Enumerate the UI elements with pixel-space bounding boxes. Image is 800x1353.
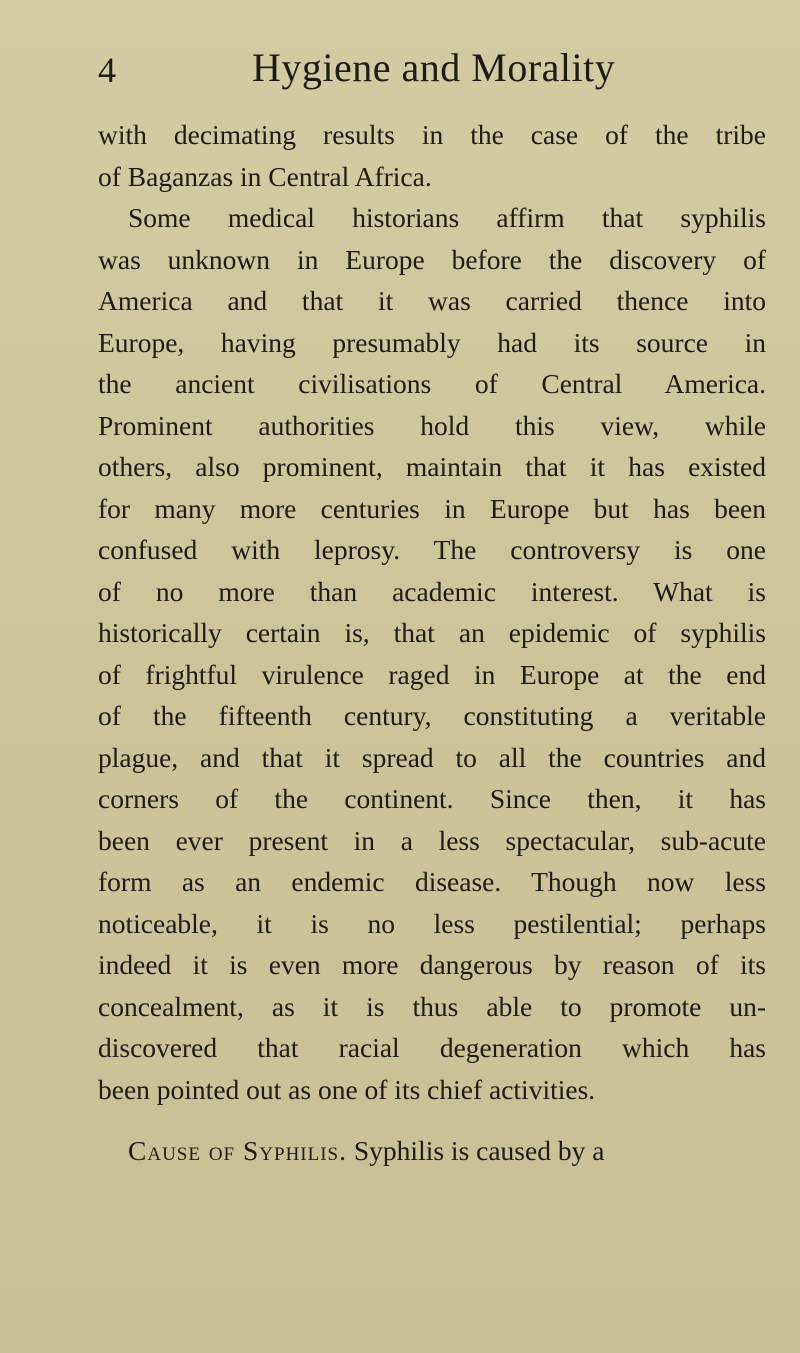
text-line: of Baganzas in Central Africa. [98,160,432,192]
text-line: of the fifteenth century, constituting a veritable [98,700,766,731]
text-line: form as an endemic disease. Though now less [98,866,766,897]
running-head [0,42,800,98]
running-title: Hygiene and Morality [252,45,616,90]
text-line: indeed it is even more dangerous by reason of its [98,949,766,980]
text-line: confused with leprosy. The controversy is one [98,534,766,565]
text-line: of no more than academic interest. What is [98,575,766,607]
text-line: with decimating results in the case of the tribe [98,119,766,150]
text-line: Some medical historians affirm that syphilis [128,202,766,233]
text-line: noticeable, it is no less pestilential; perhaps [98,907,766,939]
body-text [98,114,766,1110]
text-line: been pointed out as one of its chief activities. [98,1073,596,1105]
section-text: Syphilis is caused by a [353,1135,605,1166]
text-line: others, also prominent, maintain that it has existed [98,451,766,482]
text-line: was unknown in Europe before the discovery of [98,243,766,275]
text-line: plague, and that it spread to all the countries and [98,741,766,773]
text-line: discovered that racial degeneration which has [98,1032,766,1063]
text-line: concealment, as it is thus able to promote un- [98,990,766,1022]
text-line: Prominent authorities hold this view, while [98,409,766,441]
section-paragraph [128,1130,766,1172]
text-line: for many more centuries in Europe but has been [98,492,766,524]
text-line: America and that it was carried thence into [98,285,766,316]
page-number: 4 [98,50,116,90]
text-line: corners of the continent. Since then, it has [98,783,766,814]
text-line: the ancient civilisations of Central America. [98,368,766,399]
text-line: Europe, having presumably had its source in [98,326,766,358]
text-line: been ever present in a less spectacular, sub-acute [98,824,766,856]
text-line: of frightful virulence raged in Europe at the end [98,658,766,690]
text-line: historically certain is, that an epidemic of syphilis [98,617,766,648]
section-heading: Cause of Syphilis. [128,1135,348,1166]
